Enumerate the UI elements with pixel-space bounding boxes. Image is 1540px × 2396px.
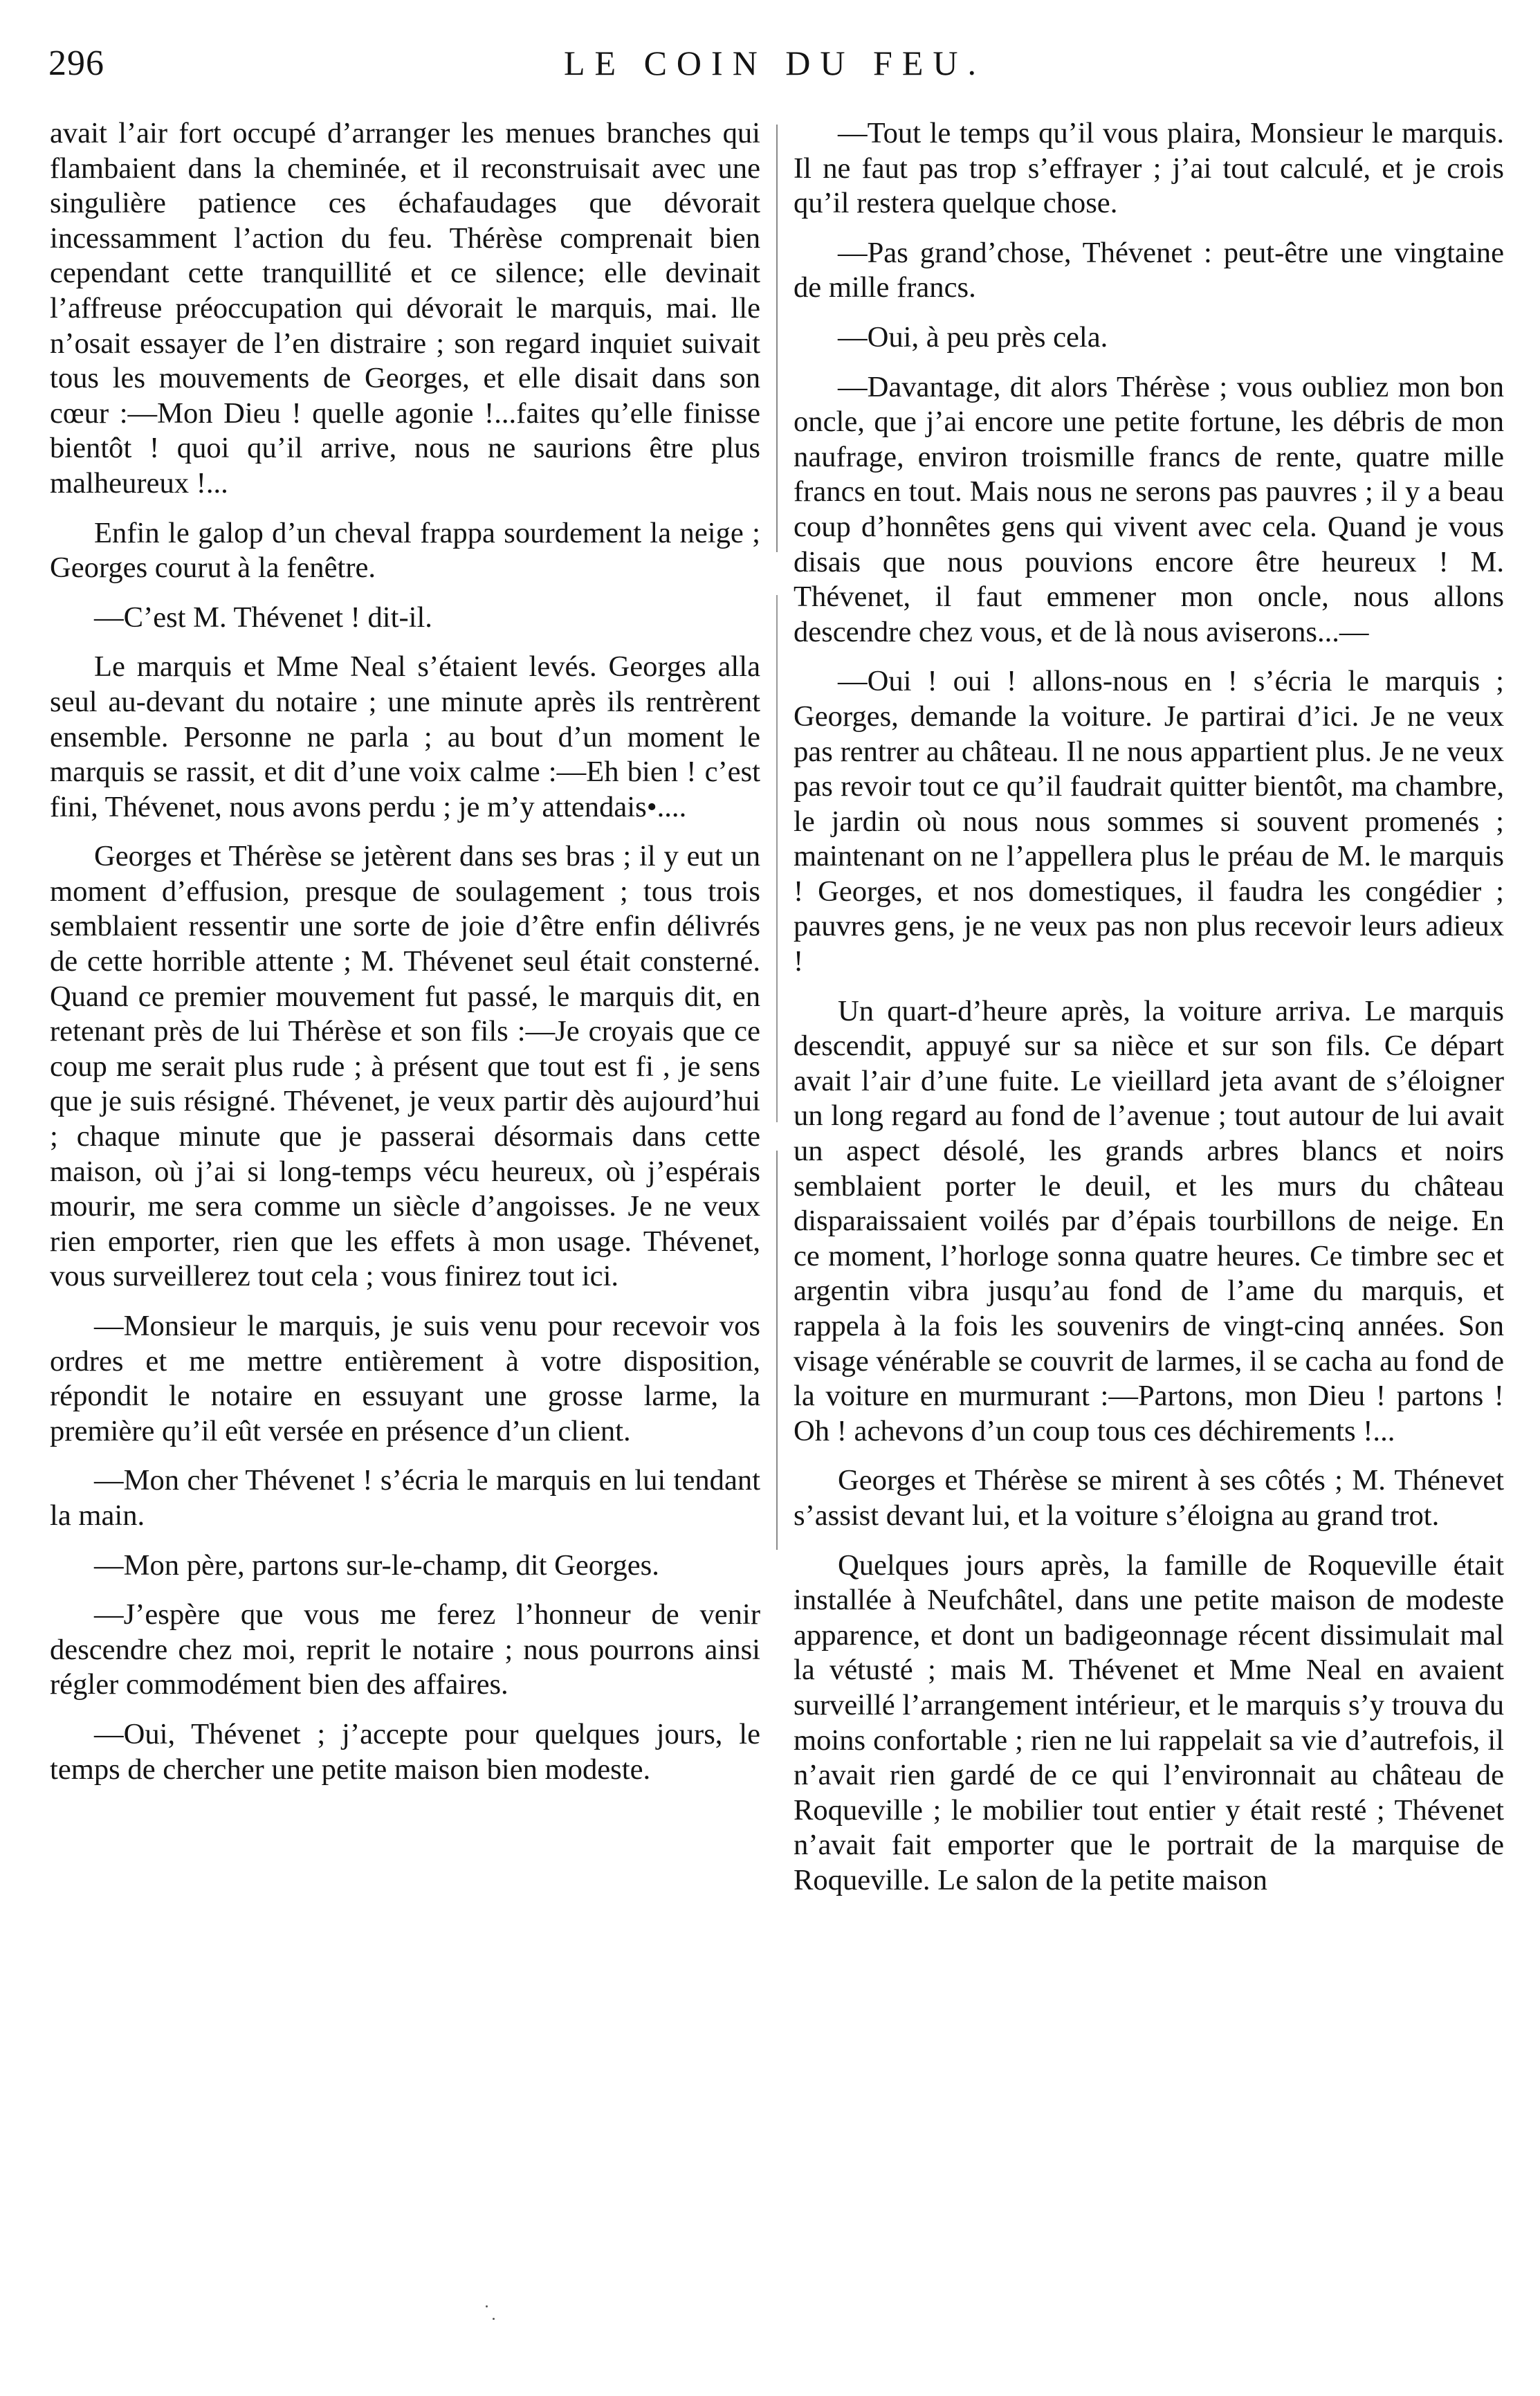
paragraph: —Mon cher Thévenet ! s’écria le marquis en lui tendant la main. [50,1464,760,1532]
paragraph: —Monsieur le marquis, je suis venu pour recevoir vos ordres et me mettre entièrement à votre disposition, répondit le notaire en essuyant une grosse larme, la première qu’il eût versée en présence d’un client. [50,1310,760,1447]
paragraph: —Tout le temps qu’il vous plaira, Monsieur le marquis. Il ne faut pas trop s’effrayer ; j’ai tout calculé, et je crois qu’il restera quelque chose. [794,117,1504,220]
paragraph: —C’est M. Thévenet ! dit-il. [94,601,432,634]
paragraph: —Oui, à peu près cela. [838,320,1108,354]
paragraph: Un quart-d’heure après, la voiture arriva. Le marquis descendit, appuyé sur sa nièce et sur son fils. Ce départ avait l’air d’une fuite. Le vieillard jeta avant de s’éloigner un long regard au fond de l’avenue ; tout autour de lui avait un aspect désolé, les grands arbres blancs et noirs semblaient porter le deuil, et les murs du château disparaissaient voilés par d’épais tourbillons de neige. En ce moment, l’horloge sonna quatre heures. Ce timbre sec et argentin vibra jusqu’au fond de l’ame du marquis, et rappela à la fois les souvenirs de vingt-cinq années. Son visage vénérable se couvrit de larmes, il se cacha au fond de la voiture en murmurant :—Partons, mon Dieu ! partons ! Oh ! achevons d’un coup tous ces déchirements !... [794,994,1504,1447]
paragraph: Quelques jours après, la famille de Roqueville était installée à Neufchâtel, dans une petite maison de modeste apparence, et dont un badigeonnage récent dissimulait mal la vétusté ; mais M. Thévenet et Mme Neal en avaient surveillé l’arrangement intérieur, et le marquis s’y trouva du moins confortable ; rien ne lui rappelait sa vie d’autrefois, il n’avait rien gardé de ce qui l’environnait au château de Roqueville ; le mobilier tout entier y était resté ; Thévenet n’avait fait emporter que le portrait de la marquise de Roqueville. Le salon de la petite maison [794,1548,1504,1896]
paragraph: —Oui, Thévenet ; j’accepte pour quelques jours, le temps de chercher une petite maison bien modeste. [50,1717,760,1786]
page-header [48,43,1501,91]
print-specks [484,2304,498,2325]
paragraph: Georges et Thérèse se mirent à ses côtés ; M. Thénevet s’assist devant lui, et la voiture s’éloigna au grand trot. [794,1464,1504,1532]
running-title: LE COIN DU FEU. [564,44,986,82]
paragraph: —J’espère que vous me ferez l’honneur de venir descendre chez moi, reprit le notaire ; nous pourrons ainsi régler commodément bien des affaires. [50,1598,760,1701]
paragraph: Georges et Thérèse se jetèrent dans ses bras ; il y eut un moment d’effusion, presque de soulagement ; tous trois semblaient ressentir une sorte de joie d’être enfin délivrés de cette horrible attente ; M. Thévenet seul était consterné. Quand ce premier mouvement fut passé, le marquis dit, en retenant près de lui Thérèse et son fils :—Je croyais que ce coup me serait plus rude ; à présent que tout est fi , je sens que je suis résigné. Thévenet, je veux partir dès aujourd’hui ; chaque minute que je passerai désormais dans cette maison, où j’ai si long-temps vécu heureux, où j’espérais mourir, me sera comme un siècle d’angoisses. Je ne veux rien emporter, rien que les effets à mon usage. Thévenet, vous surveillerez tout cela ; vous finirez tout ici. [50,840,760,1293]
paragraph: Enfin le galop d’un cheval frappa sourdement la neige ; Georges courut à la fenêtre. [50,516,760,585]
paragraph: avait l’air fort occupé d’arranger les menues branches qui flambaient dans la cheminée, et il reconstruisait avec une singulière patience ces échafaudages que dévorait incessamment l’action du feu. Thérèse comprenait bien cependant cette tranquillité et ce silence; elle devinait l’affreuse préoccupation qui dévorait le marquis, mai. lle n’osait essayer de l’en distraire ; son regard inquiet suivait tous les mouvements de Georges, et elle disait dans son cœur :—Mon Dieu ! quelle agonie !...faites qu’elle finisse bientôt ! quoi qu’il arrive, nous ne saurions être plus malheureux !... [50,117,760,500]
paragraph: Le marquis et Mme Neal s’étaient levés. Georges alla seul au-devant du notaire ; une minute après ils rentrèrent ensemble. Personne ne parla ; au bout d’un moment le marquis se rassit, et dit d’une voix calme :—Eh bien ! c’est fini, Thévenet, nous avons perdu ; je m’y attendais•.... [50,650,760,823]
paragraph: —Davantage, dit alors Thérèse ; vous oubliez mon bon oncle, que j’ai encore une petite fortune, les débris de mon naufrage, environ troismille francs de rente, quatre mille francs en tout. Mais nous ne serons pas pauvres ; il y a beau coup d’honnêtes gens qui vivent avec cela. Quand je vous disais que nous pouvions encore être heureux ! M. Thévenet, il faut emmener mon oncle, nous allons descendre chez vous, et de là nous aviserons...— [794,370,1504,648]
paragraph: —Mon père, partons sur-le-champ, dit Georges. [94,1548,659,1582]
page-number: 296 [48,44,104,83]
right-column [794,116,1504,1913]
left-column [50,116,760,1802]
paragraph: —Pas grand’chose, Thévenet : peut-être une vingtaine de mille francs. [794,236,1504,304]
paragraph: —Oui ! oui ! allons-nous en ! s’écria le marquis ; Georges, demande la voiture. Je partirai d’ici. Je ne veux pas rentrer au château. Il ne nous appartient plus. Je ne veux pas revoir tout ce qu’il faudrait quitter bientôt, ma chambre, le jardin où nous nous sommes si souvent promenés ; maintenant on ne l’appellera plus le préau de M. le marquis ! Georges, et nos domestiques, il faudra les congédier ; pauvres gens, je ne veux pas non plus recevoir leurs adieux ! [794,665,1504,978]
column-divider [776,125,778,1550]
